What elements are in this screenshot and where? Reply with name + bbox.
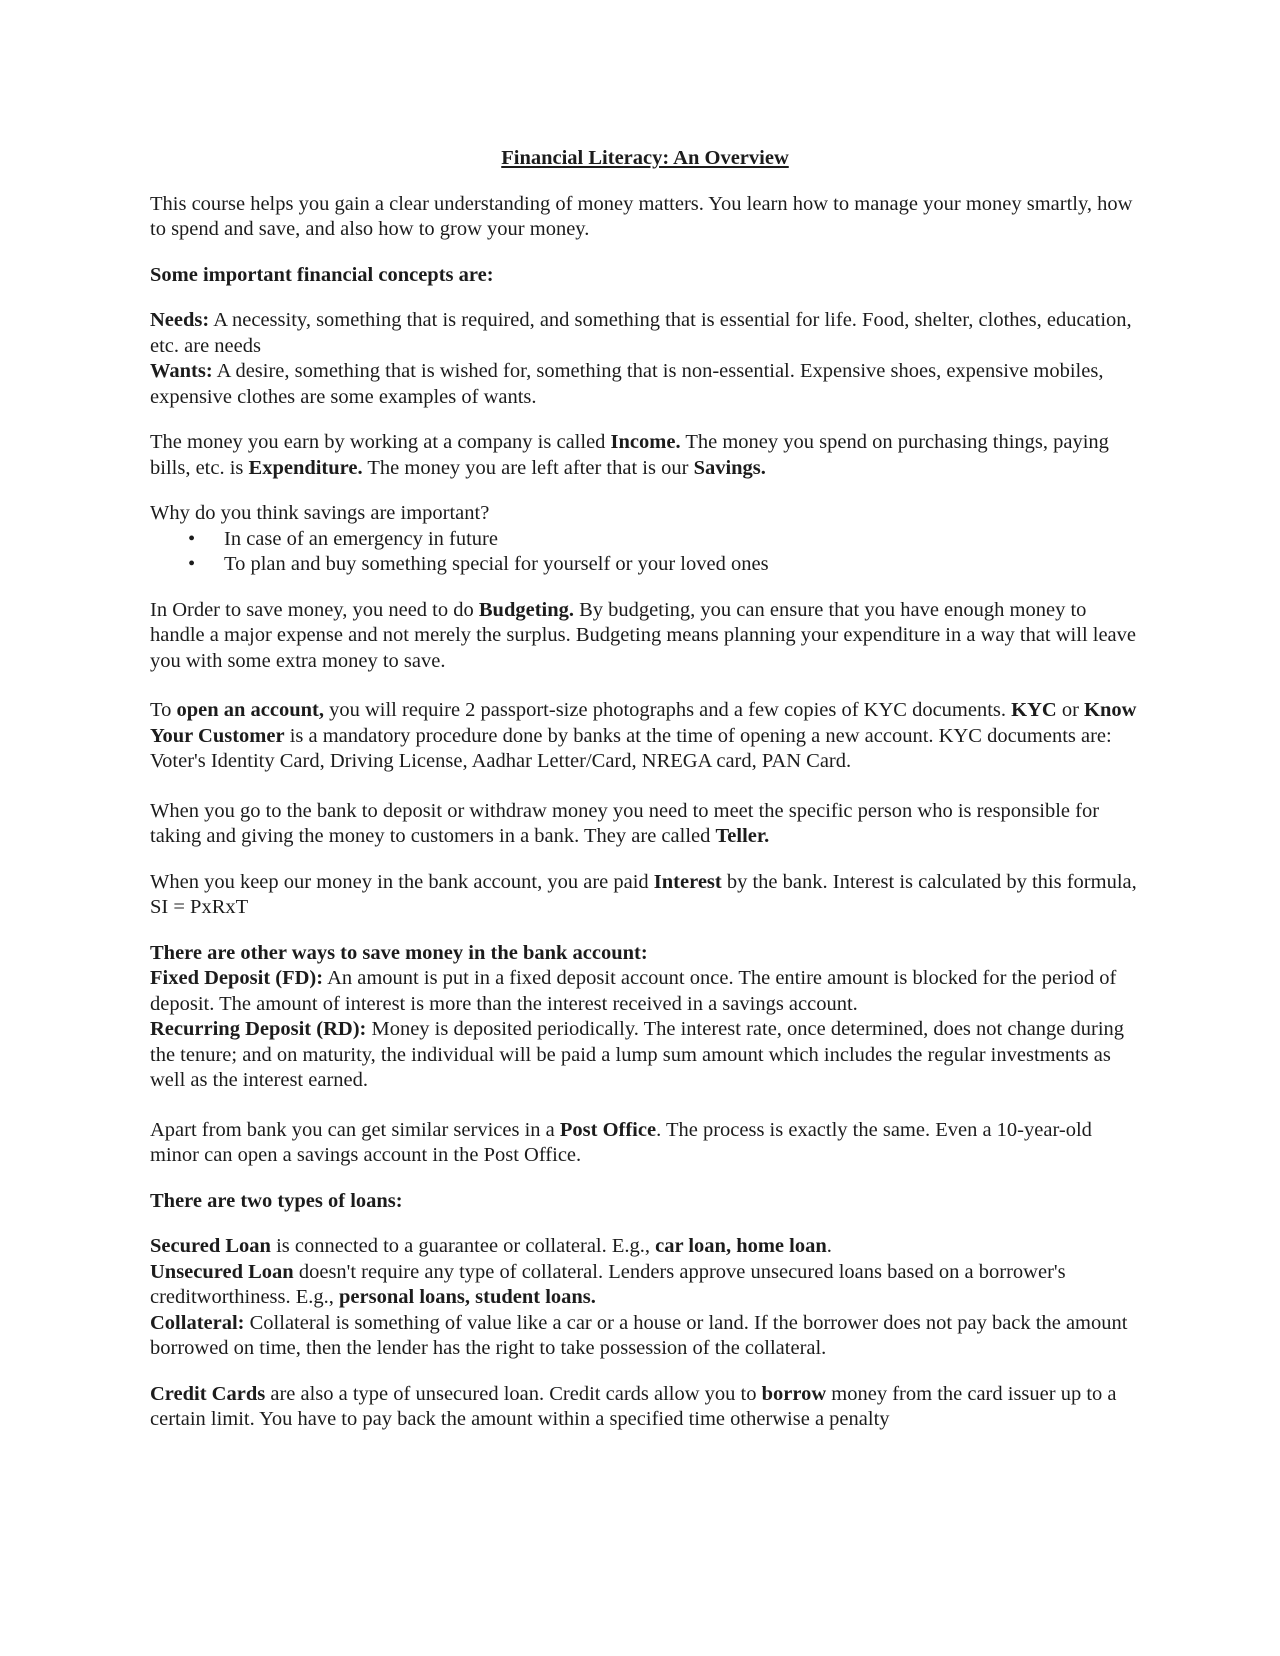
secured-loan-label: Secured Loan (150, 1235, 271, 1257)
income-text-2: The money you spend on purchasing things, paying bills, etc. is (150, 431, 1109, 479)
savings-reasons-list (150, 527, 1140, 578)
interest-text-2: by the bank. Interest is calculated by this formula, SI = PxRxT (150, 870, 1137, 918)
document-page (150, 146, 1140, 1453)
borrow-term: borrow (761, 1382, 827, 1405)
wants-text: A desire, something that is wished for, something that is non-essential. Expensive shoes, expensive mobiles, expensive clothes are some examples of wants. (150, 360, 1104, 408)
open-account-term: open an account, (176, 699, 324, 721)
unsecured-loan-label: Unsecured Loan (150, 1260, 294, 1283)
savings-question: Why do you think savings are important? (150, 502, 490, 524)
account-paragraph (150, 698, 1140, 775)
budgeting-text-1: In Order to save money, you need to do (150, 598, 479, 621)
teller-term: Teller. (715, 825, 770, 847)
wants-label: Wants: (150, 360, 213, 382)
account-text-2: you will require 2 passport-size photographs and a few copies of KYC documents. (323, 699, 1012, 721)
fd-definition (150, 967, 1116, 1015)
post-office-paragraph (150, 1118, 1140, 1169)
list-item: • To plan and buy something special for yourself or your loved ones (188, 552, 1140, 578)
account-text-4: is a mandatory procedure done by banks at the time of opening a new account. KYC documents are: Voter's Identity Card, Driving License, Aadhar Letter/Card, NREGA card, PAN Card. (150, 724, 1112, 772)
collateral-text: Collateral is something of value like a car or a house or land. If the borrower does not pay back the amount borrowed on time, then the lender has the right to take possession of the collateral. (150, 1311, 1128, 1359)
interest-text-1: When you keep our money in the bank account, you are paid (150, 870, 654, 893)
rd-definition (150, 1018, 1124, 1091)
post-office-term: Post Office (559, 1118, 657, 1141)
needs-wants-paragraph (150, 308, 1140, 410)
income-paragraph (150, 430, 1140, 481)
needs-text: A necessity, something that is required, and something that is essential for life. Food, shelter, clothes, education, etc. are needs (150, 309, 1132, 357)
kyc-term: KYC (1011, 699, 1057, 721)
income-term: Income. (610, 431, 681, 453)
credit-text-1: are also a type of unsecured loan. Credit cards allow you to (265, 1382, 762, 1405)
intro-paragraph: This course helps you gain a clear understanding of money matters. You learn how to manage your money smartly, how to spend and save, and also how to grow your money. (150, 192, 1133, 240)
concepts-heading: Some important financial concepts are: (150, 263, 494, 286)
deposits-section (150, 941, 1140, 1094)
unsecured-loan-examples: personal loans, student loans. (339, 1286, 596, 1308)
fd-label: Fixed Deposit (FD): (150, 967, 324, 989)
loans-paragraph (150, 1234, 1140, 1362)
budgeting-term: Budgeting. (478, 598, 574, 621)
list-item: • In case of an emergency in future (188, 527, 1140, 553)
needs-label: Needs: (150, 309, 210, 331)
savings-term: Savings. (693, 456, 766, 479)
rd-label: Recurring Deposit (RD): (150, 1018, 367, 1040)
wants-definition (150, 360, 1103, 408)
secured-loan-text: is connected to a guarantee or collateral. E.g., (270, 1235, 656, 1257)
know-your-customer-term: Know Your Customer (150, 699, 1137, 747)
secured-loan-end: . (826, 1235, 832, 1257)
unsecured-loan-definition (150, 1261, 1066, 1309)
budgeting-text-2: By budgeting, you can ensure that you have enough money to handle a major expense and not merely the surplus. Budgeting means planning your expenditure in a way that will leave you with some extra money to save. (150, 598, 1137, 672)
teller-text-1: When you go to the bank to deposit or withdraw money you need to meet the specific person who is responsible for taking and giving the money to customers in a bank. They are called (150, 799, 1100, 847)
other-ways-heading: There are other ways to save money in the bank account: (150, 941, 648, 964)
expenditure-term: Expenditure. (248, 456, 363, 479)
credit-cards-term: Credit Cards (150, 1382, 266, 1405)
interest-paragraph (150, 870, 1140, 921)
post-text-1: Apart from bank you can get similar services in a (150, 1118, 560, 1141)
unsecured-loan-text: doesn't require any type of collateral. Lenders approve unsecured loans based on a borrower's creditworthiness. E.g., (150, 1260, 1066, 1308)
loans-heading: There are two types of loans: (150, 1189, 403, 1212)
fd-text: An amount is put in a fixed deposit account once. The entire amount is blocked for the period of deposit. The amount of interest is more than the interest received in a savings account. (150, 967, 1117, 1015)
rd-text: Money is deposited periodically. The interest rate, once determined, does not change during the tenure; and on maturity, the individual will be paid a lump sum amount which includes the regular investments as well as the interest earned. (150, 1018, 1125, 1091)
income-text-3: The money you are left after that is our (362, 456, 694, 479)
needs-definition (150, 309, 1132, 357)
document-title: Financial Literacy: An Overview (501, 147, 789, 169)
credit-cards-paragraph (150, 1382, 1140, 1433)
credit-text-2: money from the card issuer up to a certain limit. You have to pay back the amount within a specified time otherwise a penalty (150, 1382, 1117, 1430)
account-text-1: To (150, 699, 177, 721)
teller-paragraph (150, 799, 1140, 850)
interest-term: Interest (653, 870, 722, 893)
collateral-label: Collateral: (150, 1311, 245, 1334)
account-text-3: or (1056, 699, 1085, 721)
budgeting-paragraph (150, 598, 1140, 675)
collateral-definition (150, 1312, 1127, 1360)
secured-loan-definition (150, 1235, 832, 1257)
post-text-2: . The process is exactly the same. Even a 10-year-old minor can open a savings account in the Post Office. (150, 1118, 1092, 1166)
income-text-1: The money you earn by working at a company is called (150, 431, 611, 453)
secured-loan-examples: car loan, home loan (655, 1235, 827, 1257)
